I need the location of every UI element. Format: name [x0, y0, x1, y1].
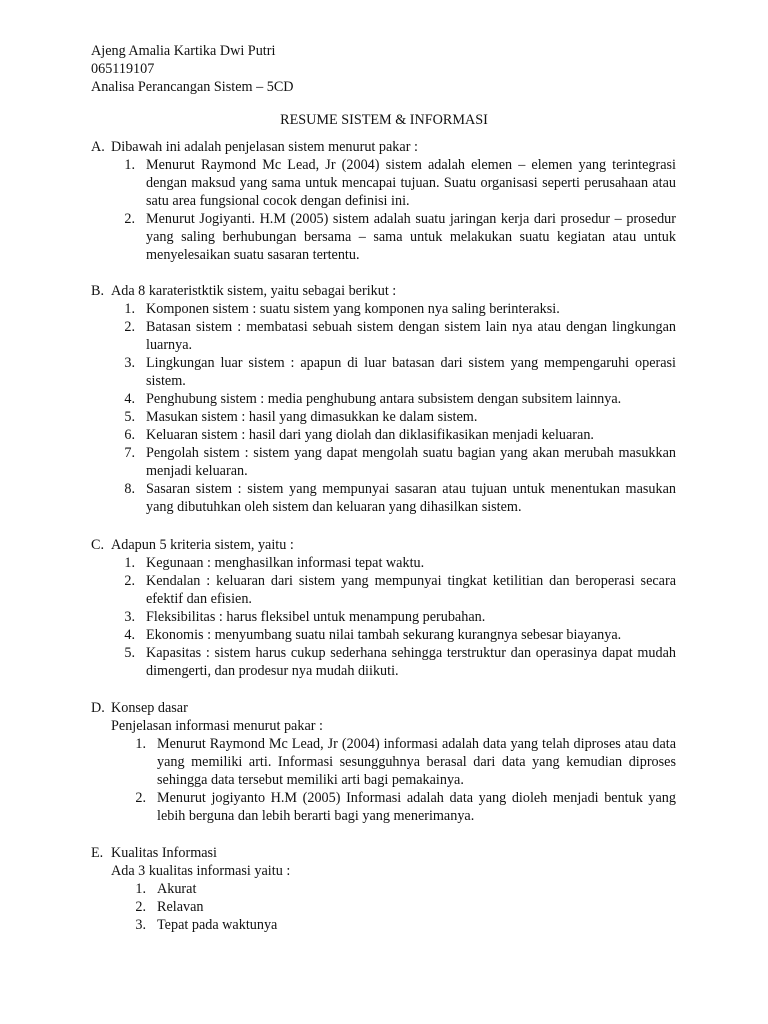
item-text: Sasaran sistem : sistem yang mempunyai sasaran atau tujuan untuk menentukan masukan yang dibutuhkan oleh sistem dan keluaran yang dihasilkan sistem.: [146, 481, 676, 515]
section-heading: [91, 536, 676, 554]
section-letter: A.: [91, 139, 105, 155]
section-letter: C.: [91, 537, 105, 553]
section-e: [91, 844, 676, 934]
section-list: [91, 880, 676, 934]
list-item: [91, 626, 676, 644]
item-text: Fleksibilitas : harus fleksibel untuk menampung perubahan.: [146, 609, 486, 625]
item-text: Menurut jogiyanto H.M (2005) Informasi adalah data yang dioleh menjadi bentuk yang lebih berguna dan lebih berarti bagi yang menerimanya.: [157, 790, 676, 824]
list-item: [91, 880, 676, 898]
item-text: Komponen sistem : suatu sistem yang komponen nya saling berinteraksi.: [146, 301, 560, 317]
list-item: [91, 644, 676, 680]
item-text: Tepat pada waktunya: [157, 917, 278, 933]
section-heading-text: Dibawah ini adalah penjelasan sistem menurut pakar :: [111, 139, 418, 155]
item-number: 8.: [124, 481, 135, 497]
item-text: Lingkungan luar sistem : apapun di luar batasan dari sistem yang mempengaruhi operasi sistem.: [146, 355, 676, 389]
item-text: Kegunaan : menghasilkan informasi tepat waktu.: [146, 555, 425, 571]
item-number: 2.: [135, 790, 146, 806]
item-number: 6.: [124, 427, 135, 443]
item-text: Kapasitas : sistem harus cukup sederhana sehingga terstruktur dan operasinya dapat mudah dimengerti, dan prodesur nya mudah diikuti.: [146, 645, 676, 679]
item-text: Relavan: [157, 899, 204, 915]
list-item: [91, 735, 676, 789]
item-number: 1.: [135, 736, 146, 752]
student-id: 065119107: [91, 61, 155, 77]
list-item: [91, 898, 676, 916]
list-item: [91, 156, 676, 210]
section-list: [91, 735, 676, 825]
list-item: [91, 480, 676, 516]
item-number: 4.: [124, 627, 135, 643]
item-number: 3.: [135, 917, 146, 933]
item-number: 1.: [124, 555, 135, 571]
section-intro: Ada 3 kualitas informasi yaitu :: [111, 863, 291, 879]
item-number: 3.: [124, 609, 135, 625]
list-item: [91, 318, 676, 354]
section-heading: [91, 699, 676, 717]
author-name: Ajeng Amalia Kartika Dwi Putri: [91, 43, 276, 59]
course-name: Analisa Perancangan Sistem – 5CD: [91, 79, 294, 95]
list-item: [91, 608, 676, 626]
item-text: Menurut Raymond Mc Lead, Jr (2004) sistem adalah elemen – elemen yang terintegrasi dengan maksud yang sama untuk mencapai tujuan. Suatu organisasi seperti perusahaan atau satu area fungsional cocok dengan definisi ini.: [146, 157, 676, 209]
section-list: [91, 156, 676, 264]
list-item: [91, 390, 676, 408]
section-letter: D.: [91, 700, 105, 716]
section-heading-text: Adapun 5 kriteria sistem, yaitu :: [111, 537, 294, 553]
section-c: [91, 536, 676, 680]
item-number: 5.: [124, 409, 135, 425]
section-d: [91, 699, 676, 825]
item-text: Penghubung sistem : media penghubung antara subsistem dengan subsitem lainnya.: [146, 391, 622, 407]
section-letter: E.: [91, 845, 104, 861]
list-item: [91, 444, 676, 480]
item-number: 4.: [124, 391, 135, 407]
section-list: [91, 554, 676, 680]
item-text: Akurat: [157, 881, 197, 897]
item-text: Masukan sistem : hasil yang dimasukkan ke dalam sistem.: [146, 409, 478, 425]
item-text: Kendalan : keluaran dari sistem yang mempunyai tingkat ketilitian dan beroperasi secara efektif dan efisien.: [146, 573, 676, 607]
list-item: [91, 554, 676, 572]
list-item: [91, 354, 676, 390]
item-text: Menurut Jogiyanti. H.M (2005) sistem adalah suatu jaringan kerja dari prosedur – prosedur yang saling berhubungan bersama – sama untuk melakukan suatu kegiatan atau untuk menyelesaikan suatu sasaran tertentu.: [146, 211, 676, 263]
item-number: 1.: [135, 881, 146, 897]
list-item: [91, 789, 676, 825]
section-heading-text: Kualitas Informasi: [111, 845, 217, 861]
item-number: 2.: [124, 211, 135, 227]
list-item: [91, 210, 676, 264]
section-a: [91, 138, 676, 264]
list-item: [91, 572, 676, 608]
item-text: Menurut Raymond Mc Lead, Jr (2004) informasi adalah data yang telah diproses atau data yang memiliki arti. Informasi sesungguhnya berasal dari data yang kemudian diproses sehingga data tersebut memiliki arti bagi pemakainya.: [157, 736, 676, 788]
item-number: 1.: [124, 301, 135, 317]
section-heading: [91, 844, 676, 862]
section-intro: Penjelasan informasi menurut pakar :: [111, 718, 323, 734]
item-text: Batasan sistem : membatasi sebuah sistem dengan sistem lain nya atau dengan lingkungan luarnya.: [146, 319, 676, 353]
section-letter: B.: [91, 283, 105, 299]
item-number: 2.: [135, 899, 146, 915]
item-number: 1.: [124, 157, 135, 173]
item-number: 7.: [124, 445, 135, 461]
list-item: [91, 916, 676, 934]
document-title: RESUME SISTEM & INFORMASI: [280, 112, 488, 128]
section-heading: [91, 282, 676, 300]
item-number: 3.: [124, 355, 135, 371]
section-heading-text: Ada 8 karateristktik sistem, yaitu sebagai berikut :: [111, 283, 397, 299]
author-header: [91, 42, 294, 96]
item-number: 2.: [124, 573, 135, 589]
list-item: [91, 426, 676, 444]
item-text: Ekonomis : menyumbang suatu nilai tambah sekurang kurangnya sebesar biayanya.: [146, 627, 622, 643]
section-heading-text: Konsep dasar: [111, 700, 188, 716]
list-item: [91, 300, 676, 318]
item-number: 5.: [124, 645, 135, 661]
section-heading: [91, 138, 676, 156]
section-b: [91, 282, 676, 516]
list-item: [91, 408, 676, 426]
item-text: Pengolah sistem : sistem yang dapat mengolah suatu bagian yang akan merubah masukkan menjadi keluaran.: [146, 445, 676, 479]
item-number: 2.: [124, 319, 135, 335]
section-list: [91, 300, 676, 516]
item-text: Keluaran sistem : hasil dari yang diolah dan diklasifikasikan menjadi keluaran.: [146, 427, 594, 443]
